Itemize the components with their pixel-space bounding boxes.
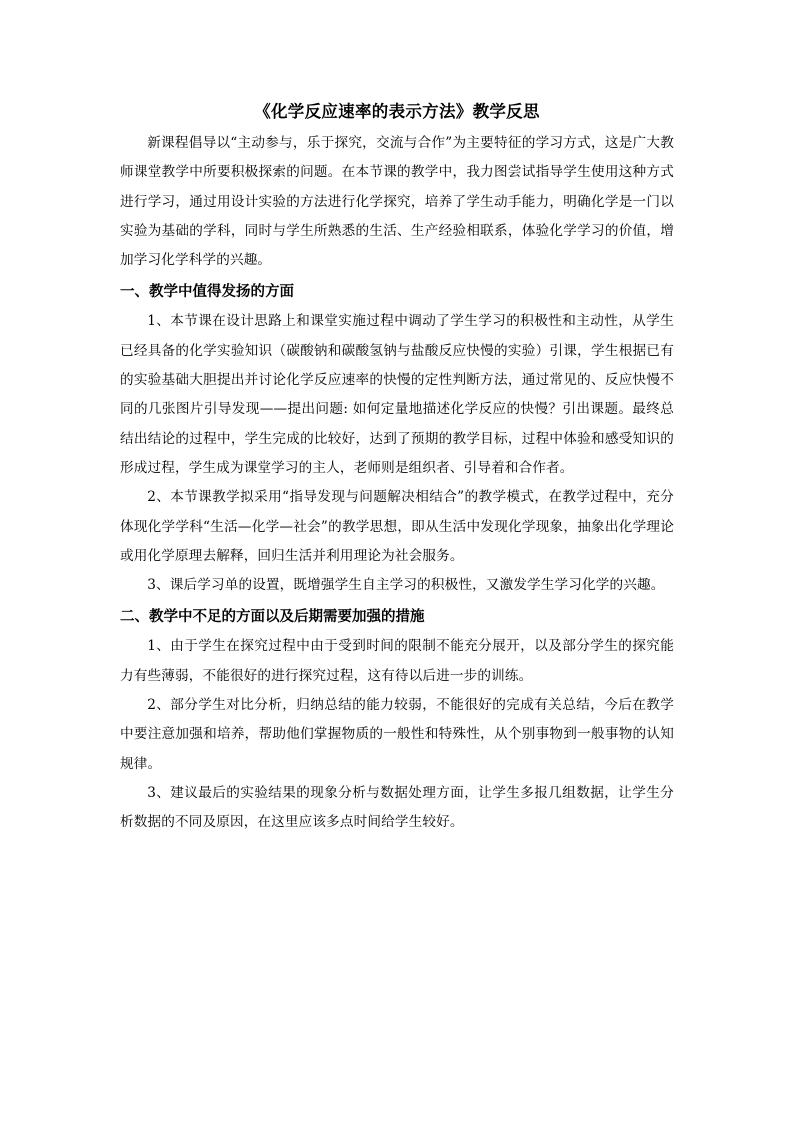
section-paragraph: 1、本节课在设计思路上和课堂实施过程中调动了学生学习的积极性和主动性，从学生已经具备的化学实验知识（碳酸钠和碳酸氢钠与盐酸反应快慢的实验）引课，学生根据已有的实验基础大胆提出并讨论化学反应速率的快慢的定性判断方法，通过常见的、反应快慢不同的几张图片引导发现——提出问题: 如何定量地描述化学反应的快慢？引出课题。最终总结出结论的过程中，学生完成的比较好，达到了预期的教学目标，过程中体验和感受知识的形成过程，学生成为课堂学习的主人，老师则是组织者、引导着和合作者。	[120, 313, 674, 476]
section-paragraph: 3、课后学习单的设置，既增强学生自主学习的积极性，又激发学生学习化学的兴趣。	[147, 577, 665, 594]
section-paragraph: 2、本节课教学拟采用“指导发现与问题解决相结合”的教学模式，在教学过程中，充分体现化学学科“生活—化学—社会”的教学思想，即从生活中发现化学现象，抽象出化学理论或用化学原理去解释，回归生活并利用理论为社会服务。	[120, 489, 674, 564]
intro-paragraph: 新课程倡导以“主动参与，乐于探究，交流与合作”为主要特征的学习方式，这是广大教师课堂教学中所要积极探索的问题。在本节课的教学中，我力图尝试指导学生使用这种方式进行学习，通过用设计实验的方法进行化学探究，培养了学生动手能力，明确化学是一门以实验为基础的学科，同时与学生所熟悉的生活、生产经验相联系，体验化学学习的价值，增加学习化学科学的兴趣。	[120, 135, 674, 269]
section-heading: 二、教学中不足的方面以及后期需要加强的措施	[120, 609, 425, 626]
document-title: 《化学反应速率的表示方法》教学反思	[254, 102, 540, 121]
document-body	[120, 98, 674, 838]
section-paragraph: 3、建议最后的实验结果的现象分析与数据处理方面，让学生多报几组数据，让学生分析数据的不同及原因，在这里应该多点时间给学生较好。	[120, 784, 674, 831]
section-strengths	[120, 277, 674, 600]
section-paragraph: 1、由于学生在探究过程中由于受到时间的限制不能充分展开，以及部分学生的探究能力有些薄弱，不能很好的进行探究过程，这有待以后进一步的训练。	[120, 638, 674, 684]
section-heading: 一、教学中值得发扬的方面	[120, 284, 294, 301]
section-paragraph: 2、部分学生对比分析，归纳总结的能力较弱，不能很好的完成有关总结，今后在教学中要注意加强和培养，帮助他们掌握物质的一般性和特殊性，从个别事物到一般事物的认知规律。	[120, 697, 674, 772]
section-improvements	[120, 602, 674, 837]
